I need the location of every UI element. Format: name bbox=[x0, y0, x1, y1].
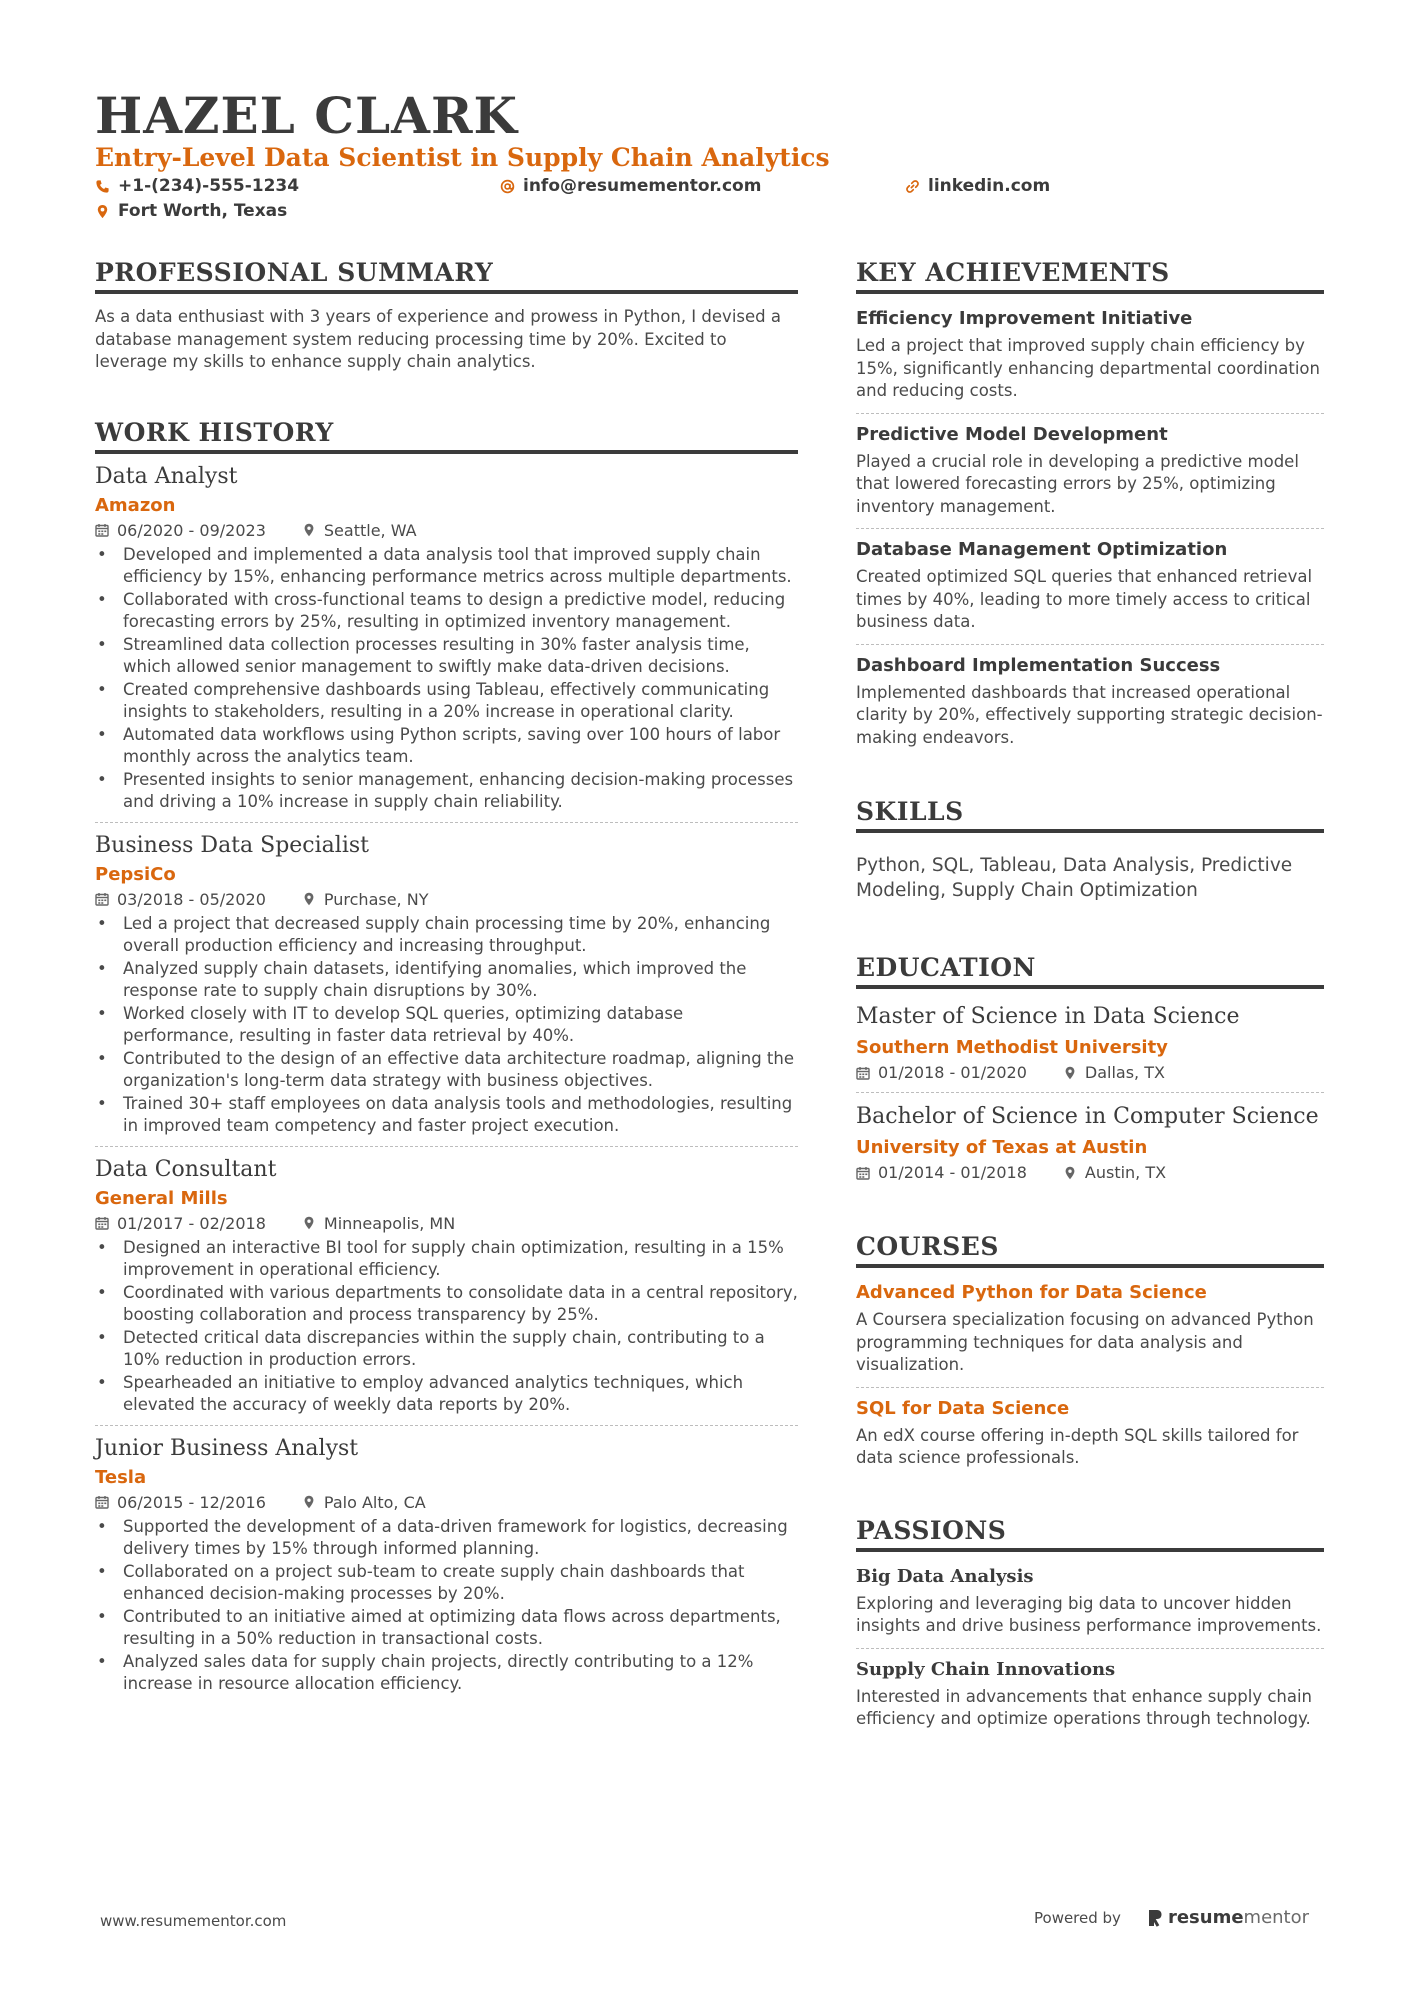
phone-icon bbox=[95, 179, 110, 194]
job-bullet: • Detected critical data discrepancies within the supply chain, contributing to a 10% reduction in production errors. bbox=[95, 1327, 798, 1372]
footer-branding bbox=[1034, 1907, 1309, 1928]
passion-title: Supply Chain Innovations bbox=[856, 1658, 1116, 1680]
location: Minneapolis, MN bbox=[323, 1213, 456, 1233]
resumementor-logo[interactable] bbox=[1147, 1907, 1309, 1928]
calendar-icon bbox=[95, 1216, 109, 1230]
location-text: Fort Worth, Texas bbox=[118, 201, 288, 221]
date-range: 01/2014 - 01/2018 bbox=[878, 1163, 1027, 1182]
course-title: SQL for Data Science bbox=[856, 1397, 1070, 1419]
achievement-desc: Played a crucial role in developing a predictive model that lowered forecasting errors by 25%, optimizing inventory management. bbox=[856, 451, 1299, 516]
degree: Bachelor of Science in Computer Science bbox=[856, 1104, 1319, 1129]
candidate-headline: Entry-Level Data Scientist in Supply Chain Analytics bbox=[95, 143, 830, 172]
job-title: Data Consultant bbox=[95, 1156, 277, 1182]
location: Palo Alto, CA bbox=[323, 1492, 426, 1512]
job-bullet: • Streamlined data collection processes resulting in 30% faster analysis time, which allowed senior management to swiftly make data-driven decisions. bbox=[95, 634, 798, 679]
achievement-title: Dashboard Implementation Success bbox=[856, 654, 1221, 676]
passion-list bbox=[856, 1556, 1324, 1741]
company-name: Tesla bbox=[95, 1466, 147, 1488]
job-bullet: • Collaborated on a project sub-team to create supply chain dashboards that enhanced decision-making processes by 20%. bbox=[95, 1561, 798, 1606]
calendar-icon bbox=[856, 1066, 870, 1080]
course-title: Advanced Python for Data Science bbox=[856, 1282, 1207, 1303]
date-range: 03/2018 - 05/2020 bbox=[117, 889, 266, 909]
date-location-row bbox=[95, 1493, 798, 1512]
date-range: 01/2017 - 02/2018 bbox=[117, 1213, 266, 1233]
achievement-title: Efficiency Improvement Initiative bbox=[856, 308, 1193, 329]
footer-website[interactable]: www.resumementor.com bbox=[100, 1912, 287, 1930]
email-text: info@resumementor.com bbox=[523, 176, 762, 196]
job-bullet: • Automated data workflows using Python scripts, saving over 100 hours of labor monthly across the analytics team. bbox=[95, 724, 798, 769]
job-title: Junior Business Analyst bbox=[95, 1435, 359, 1461]
courses-heading: COURSES bbox=[856, 1232, 1324, 1268]
school-name: Southern Methodist University bbox=[856, 1037, 1168, 1058]
location-pin-icon bbox=[302, 1495, 316, 1509]
degree: Master of Science in Data Science bbox=[856, 1004, 1240, 1029]
job-bullet: • Spearheaded an initiative to employ advanced analytics techniques, which elevated the accuracy of weekly data reports by 20%. bbox=[95, 1372, 798, 1417]
location-pin-icon bbox=[95, 204, 110, 219]
course-desc: An edX course offering in-depth SQL skills tailored for data science professionals. bbox=[856, 1425, 1299, 1467]
company-name: General Mills bbox=[95, 1187, 228, 1209]
job-entry bbox=[95, 464, 798, 823]
job-bullet: • Worked closely with IT to develop SQL queries, optimizing database performance, resulting in faster data retrieval by 40%. bbox=[95, 1003, 798, 1048]
date-location-row bbox=[856, 1063, 1324, 1082]
job-bullet: • Designed an interactive BI tool for supply chain optimization, resulting in a 15% improvement in operational efficiency. bbox=[95, 1237, 798, 1282]
job-entry bbox=[95, 1436, 798, 1704]
achievement-title: Predictive Model Development bbox=[856, 423, 1168, 445]
location-pin-icon bbox=[1063, 1166, 1077, 1180]
achievement-title: Database Management Optimization bbox=[856, 539, 1228, 560]
calendar-icon bbox=[95, 523, 109, 537]
skills-heading: SKILLS bbox=[856, 797, 1324, 833]
job-bullet: • Trained 30+ staff employees on data analysis tools and methodologies, resulting in improved team competency and faster project execution. bbox=[95, 1093, 798, 1138]
location: Seattle, WA bbox=[323, 520, 417, 540]
job-bullet: • Coordinated with various departments to consolidate data in a central repository, boosting collaboration and process transparency by 25%. bbox=[95, 1282, 798, 1327]
achievement-item bbox=[856, 414, 1324, 530]
linkedin-text: linkedin.com bbox=[928, 176, 1051, 196]
job-bullet: • Collaborated with cross-functional teams to design a predictive model, reducing forecasting errors by 25%, resulting in optimized inventory management. bbox=[95, 589, 798, 634]
powered-by-label: Powered by bbox=[1034, 1908, 1121, 1927]
job-bullets bbox=[95, 913, 798, 1138]
passion-item bbox=[856, 1649, 1324, 1741]
date-range: 01/2018 - 01/2020 bbox=[878, 1063, 1027, 1082]
school-name: University of Texas at Austin bbox=[856, 1137, 1148, 1158]
candidate-name: HAZEL CLARK bbox=[95, 86, 518, 145]
course-list bbox=[856, 1272, 1324, 1480]
job-list bbox=[95, 464, 798, 1704]
job-bullet: • Supported the development of a data-driven framework for logistics, decreasing delivery times by 15% through informed planning. bbox=[95, 1516, 798, 1561]
education-item bbox=[856, 1093, 1324, 1192]
course-item bbox=[856, 1272, 1324, 1388]
right-column bbox=[856, 258, 1324, 1741]
achievement-desc: Led a project that improved supply chain efficiency by 15%, significantly enhancing departmental coordination and reducing costs. bbox=[856, 336, 1320, 400]
passions-heading: PASSIONS bbox=[856, 1516, 1324, 1552]
course-desc: A Coursera specialization focusing on advanced Python programming techniques for data analysis and visualization. bbox=[856, 1310, 1314, 1374]
passion-desc: Interested in advancements that enhance supply chain efficiency and optimize operations through technology. bbox=[856, 1686, 1313, 1728]
job-entry bbox=[95, 1157, 798, 1426]
job-bullets bbox=[95, 544, 798, 814]
location-pin-icon bbox=[302, 1216, 316, 1230]
date-location-row bbox=[95, 1214, 798, 1233]
job-bullet: • Led a project that decreased supply chain processing time by 20%, enhancing overall production efficiency and increasing throughput. bbox=[95, 913, 798, 958]
calendar-icon bbox=[856, 1166, 870, 1180]
achievements-heading: KEY ACHIEVEMENTS bbox=[856, 258, 1324, 294]
achievement-item bbox=[856, 529, 1324, 645]
achievement-item bbox=[856, 298, 1324, 414]
phone-text: +1-(234)-555-1234 bbox=[118, 176, 300, 196]
date-location-row bbox=[856, 1163, 1324, 1182]
job-bullet: • Contributed to the design of an effective data architecture roadmap, aligning the organization's long-term data strategy with business objectives. bbox=[95, 1048, 798, 1093]
job-bullet: • Developed and implemented a data analysis tool that improved supply chain efficiency by 15%, enhancing performance metrics across multiple departments. bbox=[95, 544, 798, 589]
company-name: PepsiCo bbox=[95, 863, 176, 885]
date-location-row bbox=[95, 521, 798, 540]
job-title: Business Data Specialist bbox=[95, 832, 369, 858]
location-pin-icon bbox=[1063, 1066, 1077, 1080]
achievement-desc: Created optimized SQL queries that enhanced retrieval times by 40%, leading to more timely access to critical business data. bbox=[856, 567, 1313, 631]
brand-light: mentor bbox=[1243, 1907, 1310, 1928]
contact-linkedin[interactable] bbox=[905, 176, 1050, 196]
work-history-heading: WORK HISTORY bbox=[95, 418, 798, 454]
job-bullets bbox=[95, 1237, 798, 1417]
brand-logo-icon bbox=[1147, 1908, 1163, 1928]
location-pin-icon bbox=[302, 892, 316, 906]
location-pin-icon bbox=[302, 523, 316, 537]
date-range: 06/2015 - 12/2016 bbox=[117, 1492, 266, 1512]
job-bullet: • Analyzed sales data for supply chain projects, directly contributing to a 12% increase in resource allocation efficiency. bbox=[95, 1651, 798, 1696]
contact-location bbox=[95, 201, 287, 221]
achievement-desc: Implemented dashboards that increased operational clarity by 20%, effectively supporting strategic decision-making endeavors. bbox=[856, 682, 1323, 747]
job-bullets bbox=[95, 1516, 798, 1696]
calendar-icon bbox=[95, 892, 109, 906]
job-bullet: • Contributed to an initiative aimed at optimizing data flows across departments, resulting in a 50% reduction in transactional costs. bbox=[95, 1606, 798, 1651]
passion-desc: Exploring and leveraging big data to uncover hidden insights and drive business performance improvements. bbox=[856, 1593, 1322, 1635]
job-bullet: • Analyzed supply chain datasets, identifying anomalies, which improved the response rate to supply chain disruptions by 30%. bbox=[95, 958, 798, 1003]
job-bullet: • Created comprehensive dashboards using Tableau, effectively communicating insights to stakeholders, resulting in a 20% increase in operational clarity. bbox=[95, 679, 798, 724]
contact-phone bbox=[95, 176, 299, 196]
date-location-row bbox=[95, 890, 798, 909]
link-icon bbox=[905, 179, 920, 194]
contact-email[interactable] bbox=[500, 176, 761, 196]
left-column bbox=[95, 258, 798, 1714]
summary-heading: PROFESSIONAL SUMMARY bbox=[95, 258, 798, 294]
passion-item bbox=[856, 1556, 1324, 1649]
summary-text: As a data enthusiast with 3 years of experience and prowess in Python, I devised a database management system reducing processing time by 20%. Excited to leverage my skills to enhance supply chain analytics. bbox=[95, 307, 781, 371]
skills-text: Python, SQL, Tableau, Data Analysis, Predictive Modeling, Supply Chain Optimization bbox=[856, 855, 1293, 901]
job-bullet: • Presented insights to senior management, enhancing decision-making processes and driving a 10% increase in supply chain reliability. bbox=[95, 769, 798, 814]
achievement-item bbox=[856, 645, 1324, 760]
education-list bbox=[856, 993, 1324, 1192]
company-name: Amazon bbox=[95, 494, 176, 516]
passion-title: Big Data Analysis bbox=[856, 1565, 1034, 1587]
brand-bold: resume bbox=[1167, 1907, 1244, 1928]
achievement-list bbox=[856, 298, 1324, 759]
location: Purchase, NY bbox=[323, 889, 429, 909]
at-icon bbox=[500, 179, 515, 194]
calendar-icon bbox=[95, 1495, 109, 1509]
education-item bbox=[856, 993, 1324, 1093]
location: Dallas, TX bbox=[1084, 1063, 1165, 1082]
job-title: Data Analyst bbox=[95, 463, 238, 489]
course-item bbox=[856, 1388, 1324, 1480]
date-range: 06/2020 - 09/2023 bbox=[117, 520, 266, 540]
education-heading: EDUCATION bbox=[856, 953, 1324, 989]
location: Austin, TX bbox=[1084, 1163, 1167, 1182]
job-entry bbox=[95, 833, 798, 1147]
